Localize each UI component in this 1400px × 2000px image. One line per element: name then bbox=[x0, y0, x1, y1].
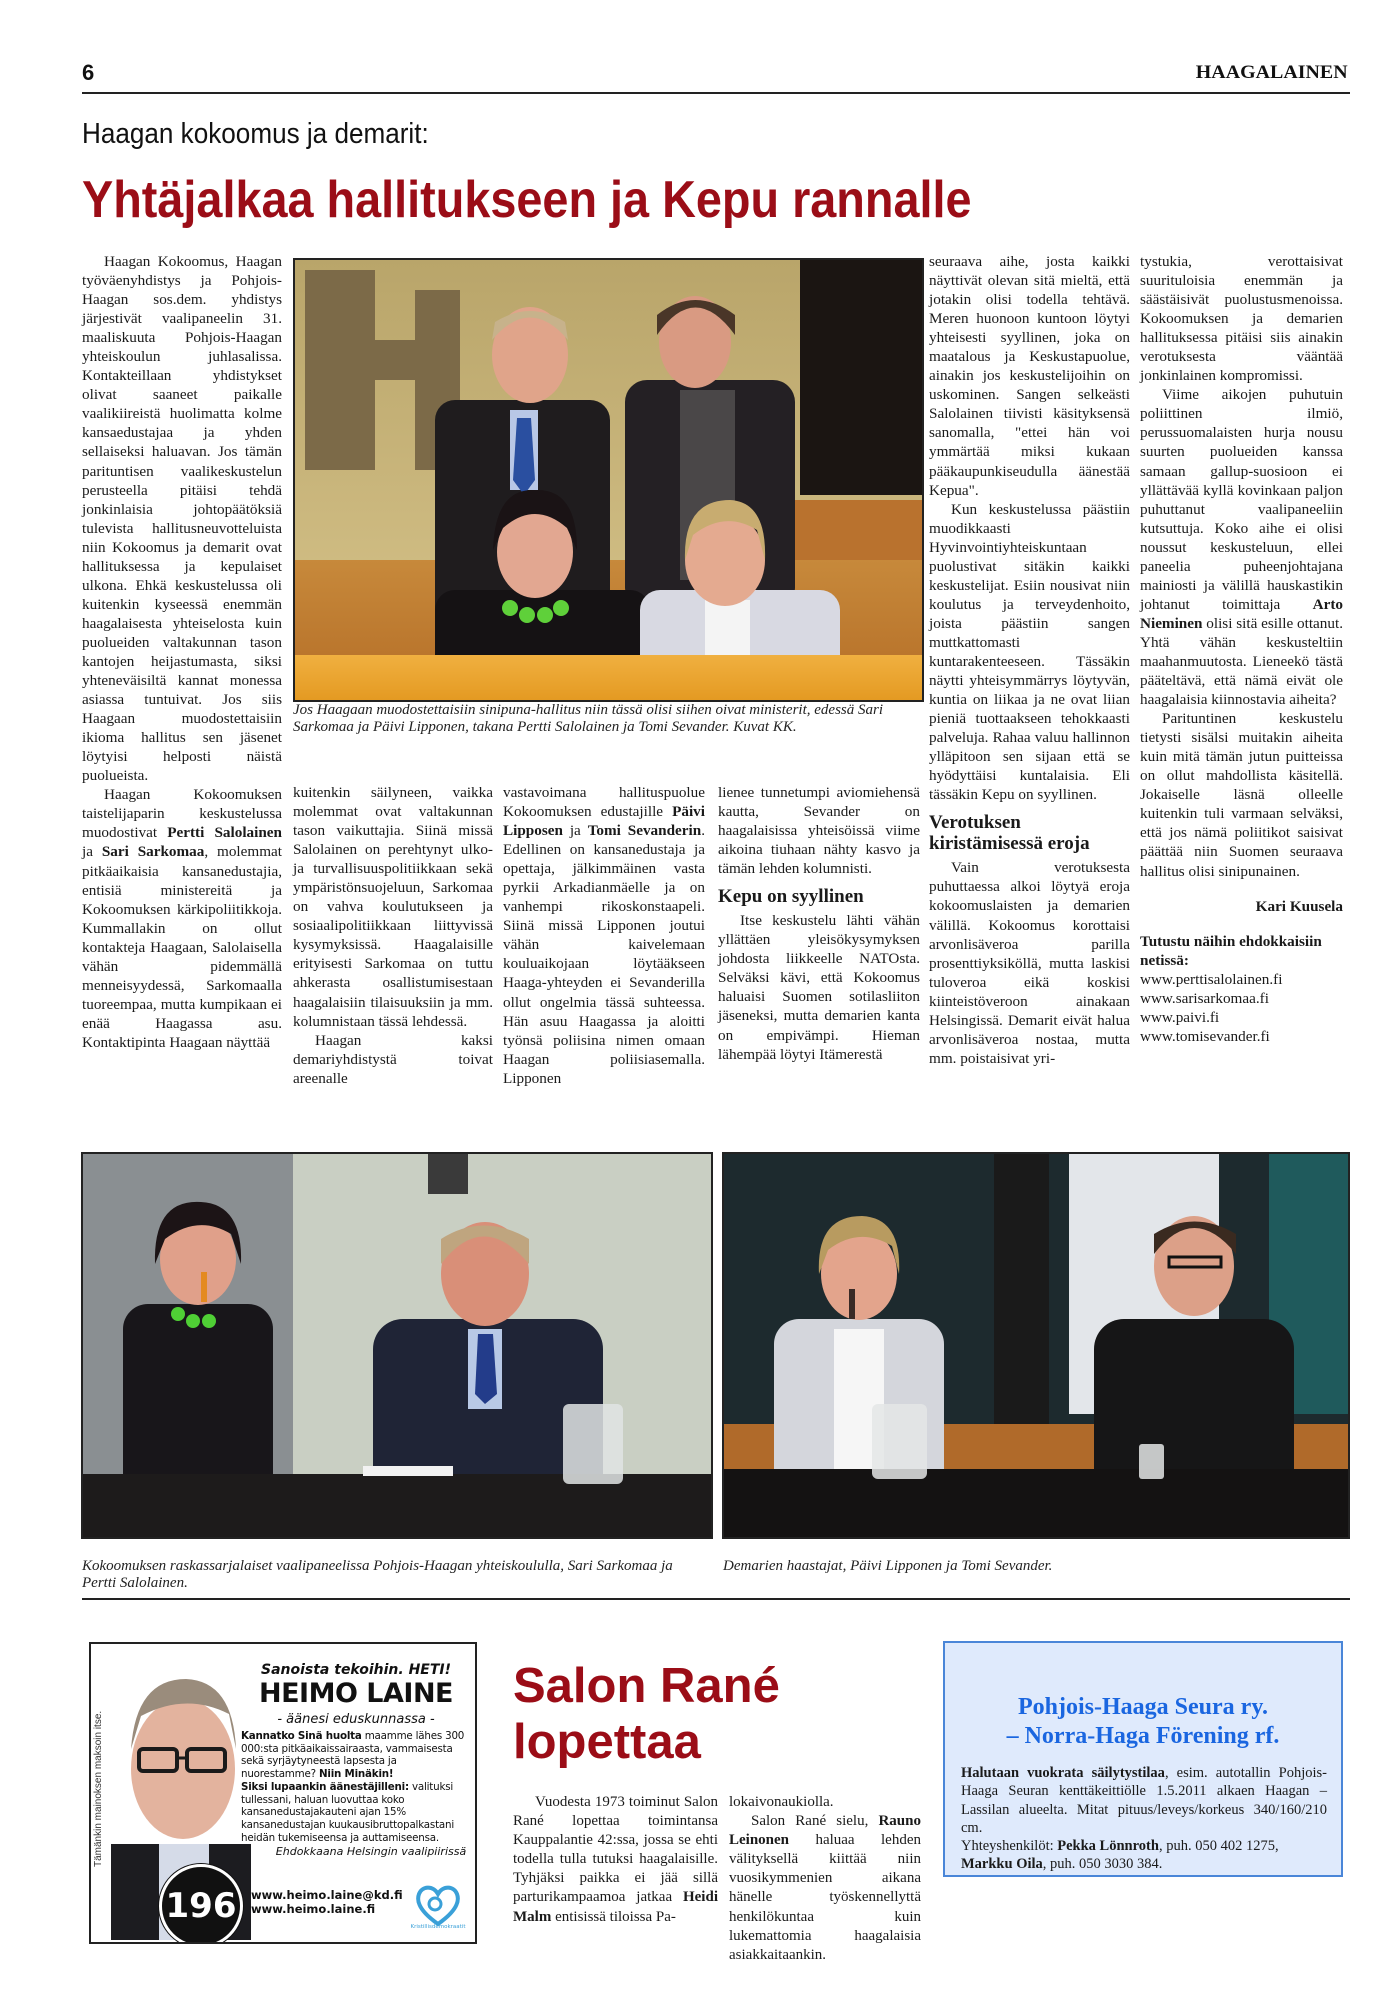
paragraph: kuitenkin säilyneen, vaikka molemmat ovat valtakunnan tason vaikuttajia. Siinä missä Salolainen on perehtynyt ulko- ja turvallisuuspolitiikkaan sekä ympäristönsuojeluun, Sarkomaa on vahva koulutukseen ja sosiaalipolitiikkaan liittyvissä kysymyksissä. Haagalaisille erityisesti Sarkomaa on tuttu ahkerasta osallistumisestaan haagalaisiin tilaisuuksiin ja mm. kolumnistaan tässä lehdessä. bbox=[293, 784, 493, 1030]
paragraph: Vain verotuksesta puhuttaessa alkoi löytyä eroja kokoomuslaisten ja demarien välillä. Kokoomus korottaisi arvonlisäveroa parilla prosenttiyksiköllä, mutta laskisi tuloveroa eikä koskisi kiinteistöveroon ainakaan Helsingissä. Demarit eivät halua arvonlisäveroa nostaa, mutta mm. poistaisivat yri- bbox=[929, 859, 1130, 1067]
party-name: Kristillisdemokraatit bbox=[410, 1924, 466, 1930]
article-column-6 bbox=[1140, 252, 1343, 1046]
panel-photo-demarit bbox=[722, 1152, 1350, 1539]
ad-url-web[interactable]: www.heimo.laine.fi bbox=[251, 1902, 376, 1916]
article-column-3 bbox=[503, 783, 705, 1088]
links-heading: Tutustu näihin ehdokkaisiin netissä: bbox=[1140, 932, 1322, 969]
seura-body: Halutaan vuokrata säilytystilaa, esim. autotallin Pohjois-Haaga Seuran kenttäkeittiölle 1.5.2011 alkaen Haagan – Lassilan alueelta. Mitat pituus/leveys/korkeus 340/160/210 cm. Yhteyshenkilöt: Pekka Lönnroth, puh. 050 402 1275, Markku Oila, puh. 050 3030 384. bbox=[961, 1765, 1327, 1873]
candidacy-text: Ehdokkaana Helsingin vaalipiirissä bbox=[275, 1845, 467, 1858]
author-signature: Kari Kuusela bbox=[1255, 897, 1343, 915]
paragraph: Itse keskustelu lähti vähän yllättäen yleisökysymyksen johdosta liikkeelle NATOsta. Selväksi kävi, että Kokoomus haluaisi Suomen sotilasliiton jäseneksi, mutta demarien kanta on empivämpi. Hieman lähempää löytyi Itämerestä bbox=[718, 912, 920, 1063]
article-column-1 bbox=[82, 252, 282, 1052]
person-name: Arto Nieminen bbox=[1140, 595, 1343, 632]
party-heart-logo-icon bbox=[413, 1880, 463, 1930]
paragraph: Viime aikojen puhutuin poliittinen ilmiö, perussuomalaisten hurja nousu suurten puolueiden kanssa samaan gallup-suosioon ei yllättävää kyllä kovinkaan paljon puhuttanut vaalipaneeliin kutsuttuja. Koko aihe ei olisi noussut keskusteluun, ellei paneelia puheenjohtajana mainiosti ja välillä hauskastikin johtanut toimittaja Arto Nieminen olisi sitä esille ottanut. Yhtä vähän keskusteltiin maahanmuutosta. Lieneekö tästä pääteltävä, että nämä eivät ole haagalaisia kiinnostavia aiheita? bbox=[1140, 386, 1343, 709]
paragraph: Kun keskustelussa päästiin muodikkaasti Hyvinvointiyhteiskuntaan puolustivat sitäkin kaikki keskustelijat. Esiin nousivat niin koulutus ja terveydenhoito, joista päästiin sangen muttkattomasti kuntarakenteeseen. Tässäkin näytti yhteisymmärrys löytyvän, kuntia on liikaa ja ne ovat liian pieniä tuottaakseen tehokkaasti palveluja. Rahaa valuu hallinnon ylläpitoon sen sijaan että se hyödyttäisi kuntalaisia. Eli tässäkin Kepu on syyllinen. bbox=[929, 500, 1130, 804]
panel-photo-demarit-image bbox=[724, 1154, 1348, 1537]
salon-column-2 bbox=[729, 1793, 921, 1965]
subheading: Verotuksen kiristämisessä eroja bbox=[929, 812, 1090, 855]
candidate-number: 196 bbox=[159, 1864, 243, 1944]
contact-name: Markku Oila bbox=[961, 1856, 1043, 1873]
seura-title: Pohjois-Haaga Seura ry. – Norra-Haga Förening rf. bbox=[1006, 1694, 1280, 1749]
paragraph: Parituntinen keskustelu tietysti sisälsi muitakin aiheita kuin mitä tämän jutun puitteissa on ollut mahdollista käsitellä. Jokaiselle läsnä olleelle kuitenkin tuli varmaan selväksi, että jos nämä poliitikot saisivat päättää niin Suomen seuraava hallitus olisi sinipunainen. bbox=[1140, 710, 1343, 880]
article-column-5 bbox=[929, 252, 1130, 1068]
article-headline: Yhtäjalkaa hallitukseen ja Kepu rannalle bbox=[82, 171, 972, 229]
paragraph: Haagan Kokoomus, Haagan työväenyhdistys ja Pohjois-Haagan sos.dem. yhdistys järjestivät vaalipaneelin 31. maaliskuuta Pohjois-Haagan yhteiskoulun juhlasalissa. Kontakteillaan yhdistykset olivat saaneet paikalle vaalikiireistä huolimatta kolme kansaedustajaa ja yhden sellaiseksi haluavan. Jos tämän parituntisen vaalikeskustelun perusteella pitäisi tehdä jonkinlaisia johtopäätöksiä tulevista hallitusneuvotteluista niin Kokoomus ja demarit ovat hallituksessa ja kepulaiset ulkona. Ehkä keskustelussa oli kuitenkin kyseessä enemmän haagalaisesta yhteiselosta kuin puolueiden valtakunnan tason kantojen heijastumasta, siksi yhteneväisiltä kannat monessa asiassa tuntuivat. Jos siis Haagaan muodostettaisiin ikioma hallitus sen jäsenet löytyisi helposti näistä puolueista. bbox=[82, 253, 282, 785]
article-kicker: Haagan kokoomus ja demarit: bbox=[82, 118, 429, 150]
ad-disclaimer: Tämänkin mainoksen maksoin itse. bbox=[93, 1710, 104, 1868]
paragraph: tystukia, verottaisivat suurituloisia enemmän ja säästäisivät puolustusmenoissa. Kokoomuksen ja demarien hallituksessa pitäisi siis ainakin verotuksesta vääntää jonkinlainen kompromissi. bbox=[1140, 253, 1343, 385]
group-photo-caption: Jos Haagaan muodostettaisiin sinipuna-hallitus niin tässä olisi siihen oivat ministerit, edessä Sari Sarkomaa ja Päivi Lipponen, takana Pertti Salolainen ja Tomi Sevander. Kuvat KK. bbox=[293, 702, 884, 735]
ad-slogan: Sanoista tekoihin. HETI! bbox=[260, 1662, 452, 1678]
candidate-link[interactable]: www.sarisarkomaa.fi bbox=[1140, 989, 1269, 1007]
contact-name: Pekka Lönnroth bbox=[1057, 1838, 1159, 1855]
ad-body: Kannatko Sinä huolta maamme lähes 300 000:sta pitkäaikaissairaasta, vammaisesta sekä syrjäytyneestä lapsesta ja nuorestamme? Niin Minäkin! Siksi lupaankin äänestäjilleni: valituksi tullessani, haluan luovuttaa koko kansanedustajakauteni ajan 15% kansanedustajan kuukausibruttopalkastani heidän tukemiseensa ja auttamiseensa. bbox=[241, 1730, 465, 1844]
header-divider bbox=[82, 92, 1350, 94]
section-divider bbox=[82, 1598, 1350, 1600]
paragraph: Haagan kaksi demariyhdistystä toivat areenalle bbox=[293, 1031, 493, 1087]
paragraph: lienee tunnetumpi aviomiehensä kautta, Sevander on haagalaisissa yhteisöissä viime aikoina tiuhaan nähty kasvo ja tämän lehden kolumnisti. bbox=[718, 784, 920, 878]
ad-urls bbox=[251, 1888, 403, 1916]
person-name: Tomi Sevanderin bbox=[587, 822, 702, 840]
ad-subtitle: - äänesi eduskunnassa - bbox=[277, 1712, 435, 1727]
paragraph: lokaivonaukiolla. bbox=[729, 1794, 834, 1810]
paragraph: vastavoimana hallituspuolue Kokoomuksen edustajille Päivi Lipposen ja Tomi Sevanderin. Edellinen on kansanedustaja ja opettaja, jälkimmäinen vasta pyrkii Arkadianmäelle ja on vanhempi rikoskonstaapeli. Siinä missä Lipponen joutui vähän kaivelemaan kouluaikojaan löytääkseen Haaga-yhteyden ei Sevanderilla ollut ongelmia tässä suhteessa. Hän asuu Haagassa ja aloitti työnsä poliisina nimen omaan Haagan poliisiasemalla. Lipponen bbox=[503, 784, 705, 1087]
seura-notice-box bbox=[943, 1641, 1343, 1877]
article-column-4 bbox=[718, 783, 920, 1064]
salon-headline: Salon Rané lopettaa bbox=[513, 1659, 780, 1769]
paragraph: Salon Rané sielu, Rauno Leinonen haluaa lehden välityksellä kiittää niin vuosikymmenien aikana hänelle työskennellyttä henkilökuntaa kuin lukemattomia haagalaisia asiakkaitaankin. bbox=[729, 1813, 921, 1963]
person-name: Sari Sarkomaa bbox=[101, 843, 205, 861]
panel-photo-kokoomus-caption: Kokoomuksen raskassarjalaiset vaalipaneelissa Pohjois-Haagan yhteiskoululla, Sari Sarkomaa ja Pertti Salolainen. bbox=[82, 1558, 673, 1591]
page-number: 6 bbox=[82, 60, 95, 85]
masthead-logo: HAAGALAINEN bbox=[1196, 62, 1348, 83]
paragraph: seuraava aihe, josta kaikki näyttivät olevan sitä mieltä, että jotakin olisi todella tehtävä. Meren huonoon kuntoon löytyi yhteisesti syyllinen, joka on maatalous ja Keskustapuolue, ainakin jos keskustelijoihin on uskominen. Sangen selkeästi Salolainen tiivisti käsityksensä sanomalla, "ettei hän voi ymmärtää miksi kukaan pääkaupunkiseudulla äänestää Kepua". bbox=[929, 253, 1130, 499]
subheading: Kepu on syyllinen bbox=[718, 886, 864, 908]
group-photo bbox=[293, 258, 924, 702]
candidate-link[interactable]: www.perttisalolainen.fi bbox=[1140, 970, 1283, 988]
paragraph: Vuodesta 1973 toiminut Salon Rané lopettaa toimintansa Kauppalantie 42:ssa, jossa se ehti todella tulla tutuksi haagalaisille. Tyhjäksi paikka ei jää sillä parturikampaamoa jatkaa Heidi Malm entisissä tiloissa Pa- bbox=[513, 1794, 718, 1925]
ad-url-email[interactable]: www.heimo.laine@kd.fi bbox=[251, 1888, 403, 1902]
person-name: Päivi Lipposen bbox=[503, 803, 705, 840]
paragraph: Haagan Kokoomuksen taistelijaparin keskustelussa muodostivat Pertti Salolainen ja Sari Sarkomaa, molemmat pitkäaikaisia kansanedustajia, entisiä ministereitä ja Kokoomuksen kärkipoliitikkoja. Kummallakin on ollut kontakteja Haagaan, Salolaisella vähän pidemmällä menneisyydessä, Sarkomaalla tuoreempaa, mutta kumpikaan ei enää Haagassa asu. Kontaktipinta Haagaan näyttää bbox=[82, 786, 282, 1051]
political-ad bbox=[89, 1642, 477, 1944]
panel-photo-kokoomus-image bbox=[83, 1154, 711, 1537]
panel-photo-kokoomus bbox=[81, 1152, 713, 1539]
panel-photo-demarit-caption: Demarien haastajat, Päivi Lipponen ja Tomi Sevander. bbox=[723, 1558, 1053, 1574]
salon-column-1 bbox=[513, 1793, 718, 1927]
candidate-link[interactable]: www.tomisevander.fi bbox=[1140, 1027, 1270, 1045]
person-name: Heidi Malm bbox=[513, 1889, 718, 1925]
person-name: Pertti Salolainen bbox=[167, 824, 282, 842]
article-column-2 bbox=[293, 783, 493, 1088]
person-name: Rauno Leinonen bbox=[729, 1813, 921, 1849]
group-photo-image bbox=[295, 260, 922, 700]
candidate-link[interactable]: www.paivi.fi bbox=[1140, 1008, 1220, 1026]
candidate-name: HEIMO LAINE bbox=[259, 1678, 453, 1709]
